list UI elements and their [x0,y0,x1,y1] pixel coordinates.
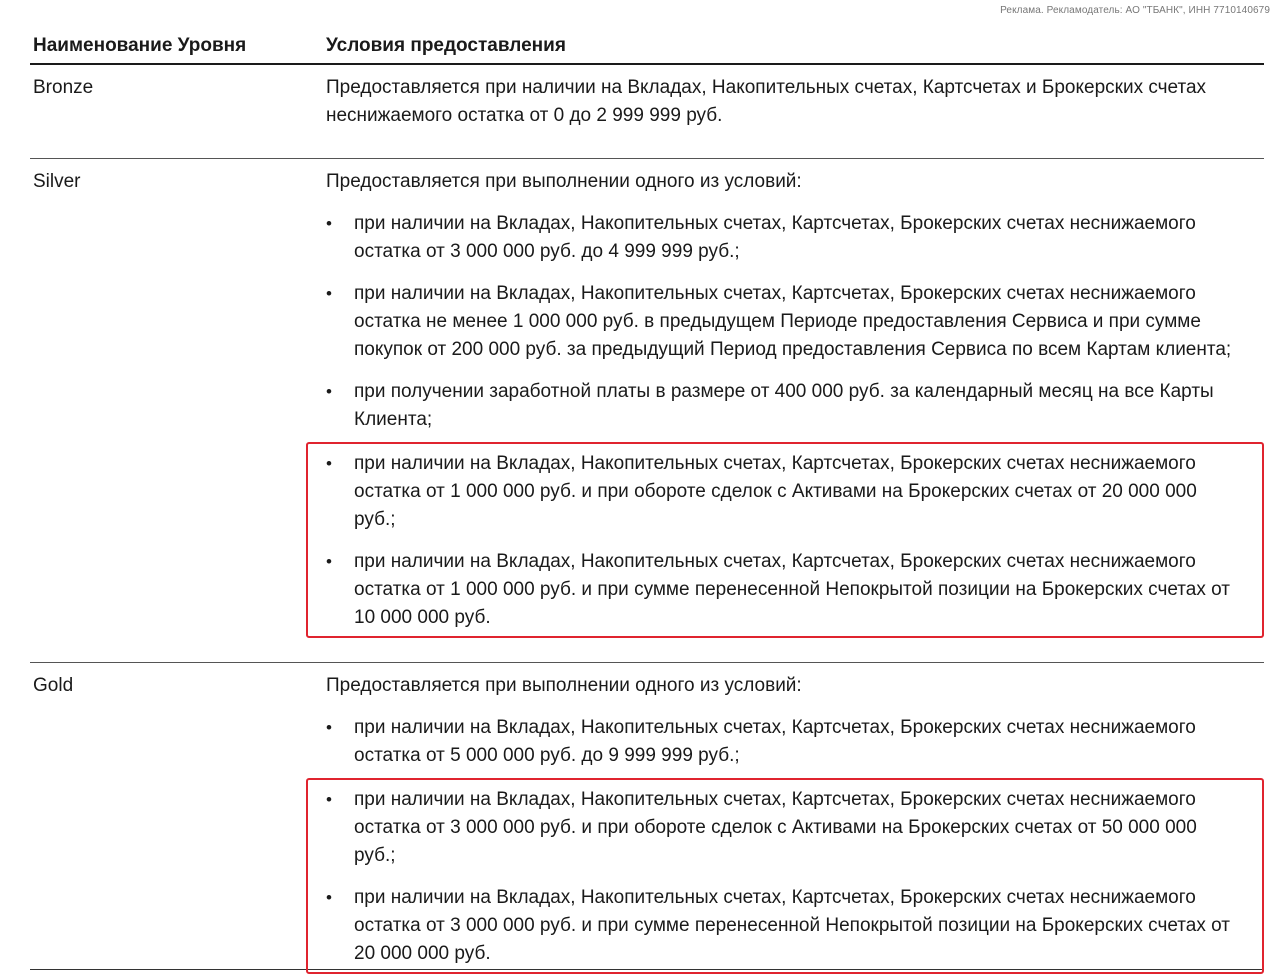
table-row-bronze [30,65,1264,159]
table-row-gold [30,663,1264,970]
header-tier-name: Наименование Уровня [33,35,247,56]
ad-disclaimer: Реклама. Рекламодатель: АО "ТБАНК", ИНН 7710140679 [1000,5,1270,16]
condition-text: при наличии на Вкладах, Накопительных счетах, Картсчетах, Брокерских счетах неснижаемого остатка от 1 000 000 руб. и при сумме перенесенной Непокрытой позиции на Брокерских счетах от 10 000 000 руб. [354,551,1230,628]
highlighted-condition-list [326,786,1242,968]
tier-conditions-bronze [326,65,1264,158]
table-header-row [30,33,1264,65]
condition-text: при наличии на Вкладах, Накопительных счетах, Картсчетах, Брокерских счетах неснижаемого остатка от 1 000 000 руб. и при обороте сделок с Активами на Брокерских счетах от 20 000 000 руб.; [354,453,1197,530]
bullet-icon: • [326,888,332,907]
highlighted-condition-list [326,450,1242,632]
bullet-icon: • [326,382,332,401]
bullet-icon: • [326,790,332,809]
condition-text: при получении заработной платы в размере от 400 000 руб. за календарный месяц на все Карты Клиента; [354,381,1214,430]
table-row-silver [30,159,1264,663]
tier-conditions-silver [326,159,1264,662]
list-item [326,714,1264,770]
bullet-icon: • [326,718,332,737]
list-item [326,884,1242,968]
condition-text: при наличии на Вкладах, Накопительных счетах, Картсчетах, Брокерских счетах неснижаемого остатка от 5 000 000 руб. до 9 999 999 руб.; [354,717,1196,766]
tier-conditions-gold [326,663,1264,969]
bullet-icon: • [326,214,332,233]
highlight-frame-gold [306,778,1264,974]
condition-list [326,210,1264,434]
condition-text: при наличии на Вкладах, Накопительных счетах, Картсчетах, Брокерских счетах неснижаемого остатка от 3 000 000 руб. до 4 999 999 руб.; [354,213,1196,262]
bullet-icon: • [326,454,332,473]
list-item [326,548,1242,632]
condition-text: при наличии на Вкладах, Накопительных счетах, Картсчетах, Брокерских счетах неснижаемого остатка не менее 1 000 000 руб. в предыдущем Периоде предоставления Сервиса и при сумме покупок от 200 000 руб. за предыдущий Период предоставления Сервиса по всем Картам клиента; [354,283,1232,360]
condition-text: Предоставляется при наличии на Вкладах, Накопительных счетах, Картсчетах и Брокерских счетах неснижаемого остатка от 0 до 2 999 999 руб. [326,77,1207,126]
bullet-icon: • [326,552,332,571]
list-item [326,450,1242,534]
conditions-intro: Предоставляется при выполнении одного из условий: [326,675,802,696]
condition-list [326,714,1264,770]
list-item [326,280,1264,364]
list-item [326,378,1264,434]
tier-conditions-table [30,33,1264,970]
list-item [326,786,1242,870]
highlight-frame-silver [306,442,1264,638]
header-conditions: Условия предоставления [326,35,566,56]
tier-name-silver: Silver [33,171,81,192]
list-item [326,210,1264,266]
conditions-intro: Предоставляется при выполнении одного из условий: [326,171,802,192]
bullet-icon: • [326,284,332,303]
tier-name-gold: Gold [33,675,74,696]
tier-name-bronze: Bronze [33,77,94,98]
condition-text: при наличии на Вкладах, Накопительных счетах, Картсчетах, Брокерских счетах неснижаемого остатка от 3 000 000 руб. и при сумме перенесенной Непокрытой позиции на Брокерских счетах от 20 000 000 руб. [354,887,1230,964]
condition-text: при наличии на Вкладах, Накопительных счетах, Картсчетах, Брокерских счетах неснижаемого остатка от 3 000 000 руб. и при обороте сделок с Активами на Брокерских счетах от 50 000 000 руб.; [354,789,1197,866]
